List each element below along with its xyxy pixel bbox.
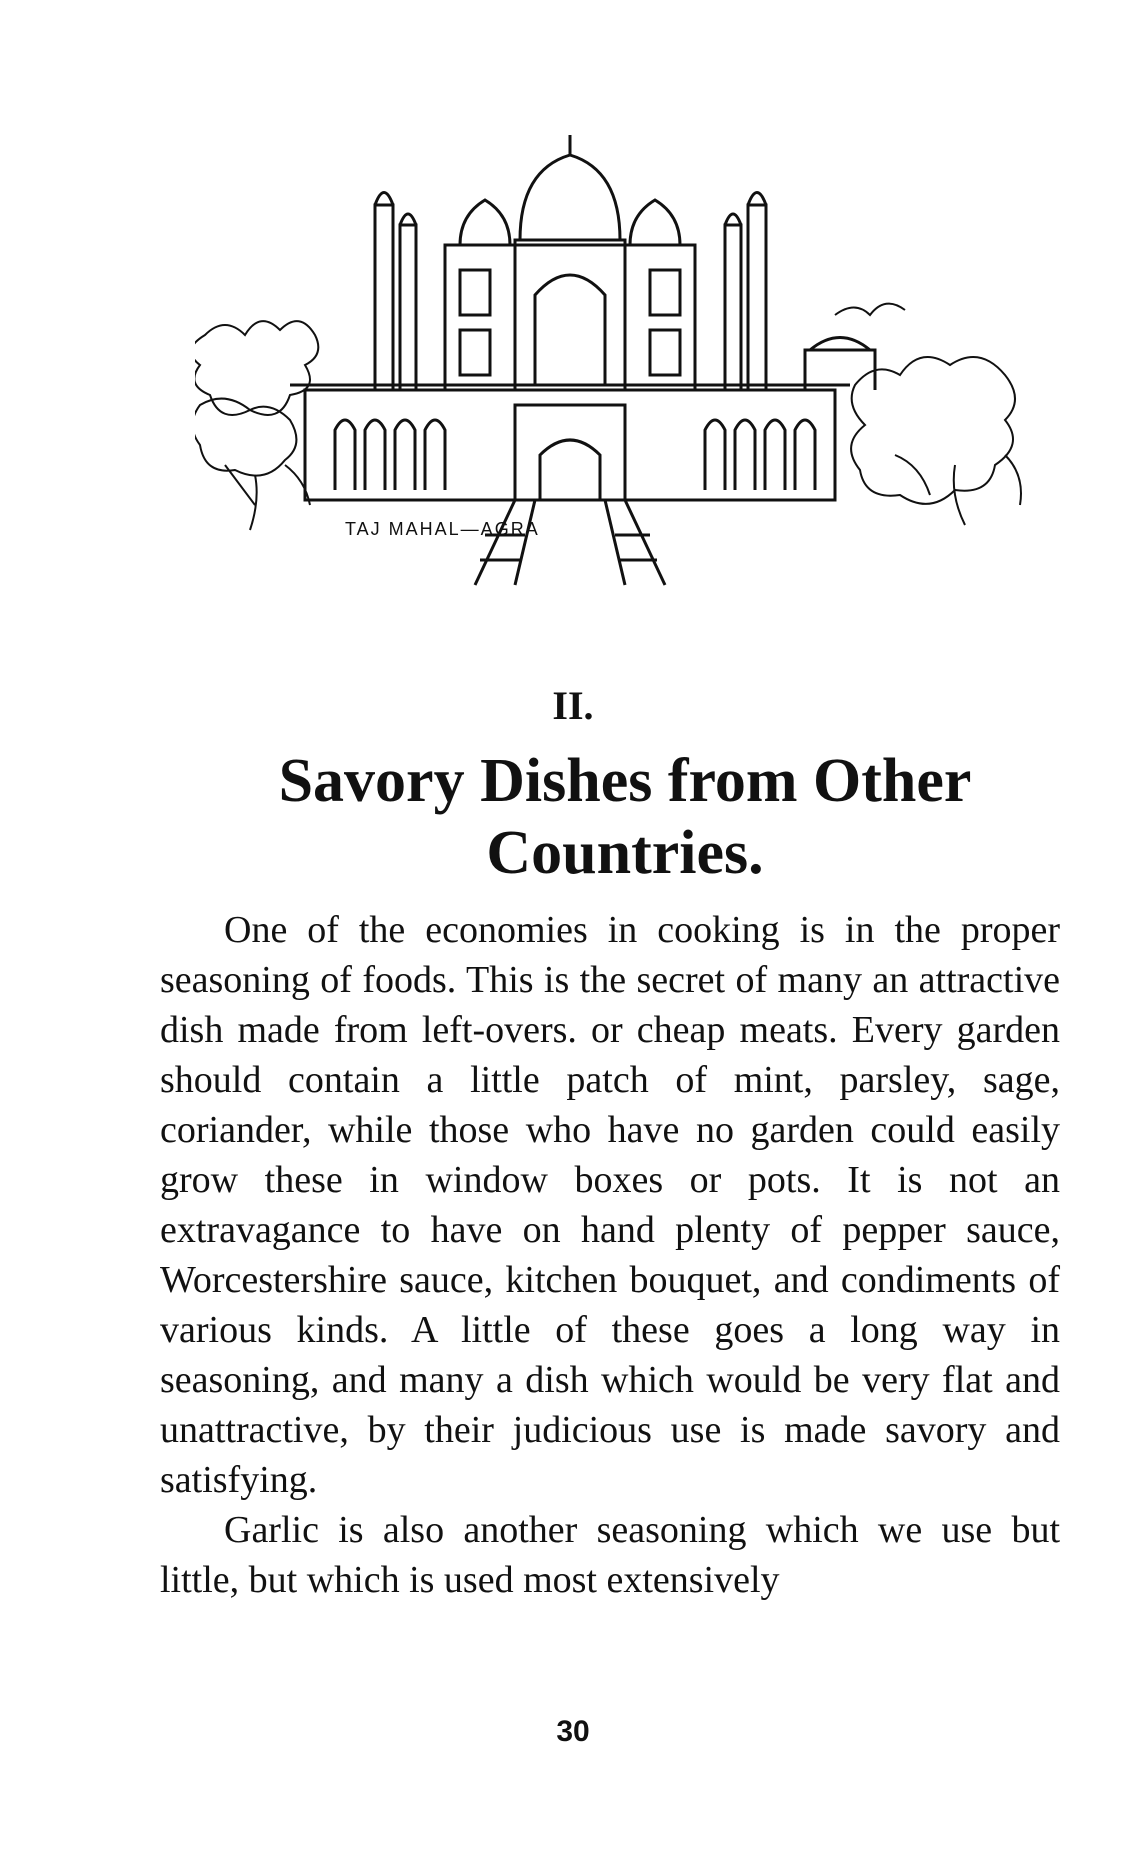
left-trees bbox=[195, 321, 318, 530]
chapter-title: Savory Dishes from Other Countries. bbox=[278, 747, 972, 887]
paragraph-2: Garlic is also another seasoning which we use but little, but which is used most extensively bbox=[160, 1509, 1060, 1601]
body-text bbox=[160, 905, 1060, 1605]
right-trees bbox=[835, 304, 1021, 525]
chapter-number: II. bbox=[552, 683, 594, 728]
central-dome bbox=[520, 155, 620, 240]
paragraph-1: One of the economies in cooking is in the proper seasoning of foods. This is the secret of many an attractive dish made from left-overs. or cheap meats. Every garden should contain a little patch of mint, parsley, sage, coriander, while those who have no garden could easily grow these in window boxes or pots. It is not an extravagance to have on hand plenty of pepper sauce, Worcestershire sauce, kitchen bouquet, and condiments of various kinds. A little of these goes a long way in seasoning, and many a dish which would be very flat and unattractive, by their judicious use is made savory and satisfying. bbox=[160, 909, 1060, 1501]
minarets bbox=[375, 193, 766, 391]
illustration-caption: TAJ MAHAL—AGRA bbox=[345, 519, 540, 539]
taj-mahal-illustration bbox=[195, 135, 1055, 595]
page-number: 30 bbox=[556, 1715, 590, 1748]
walkway bbox=[475, 500, 665, 585]
gateway bbox=[515, 405, 625, 500]
terrace-arches bbox=[335, 420, 815, 490]
main-building bbox=[445, 245, 695, 390]
